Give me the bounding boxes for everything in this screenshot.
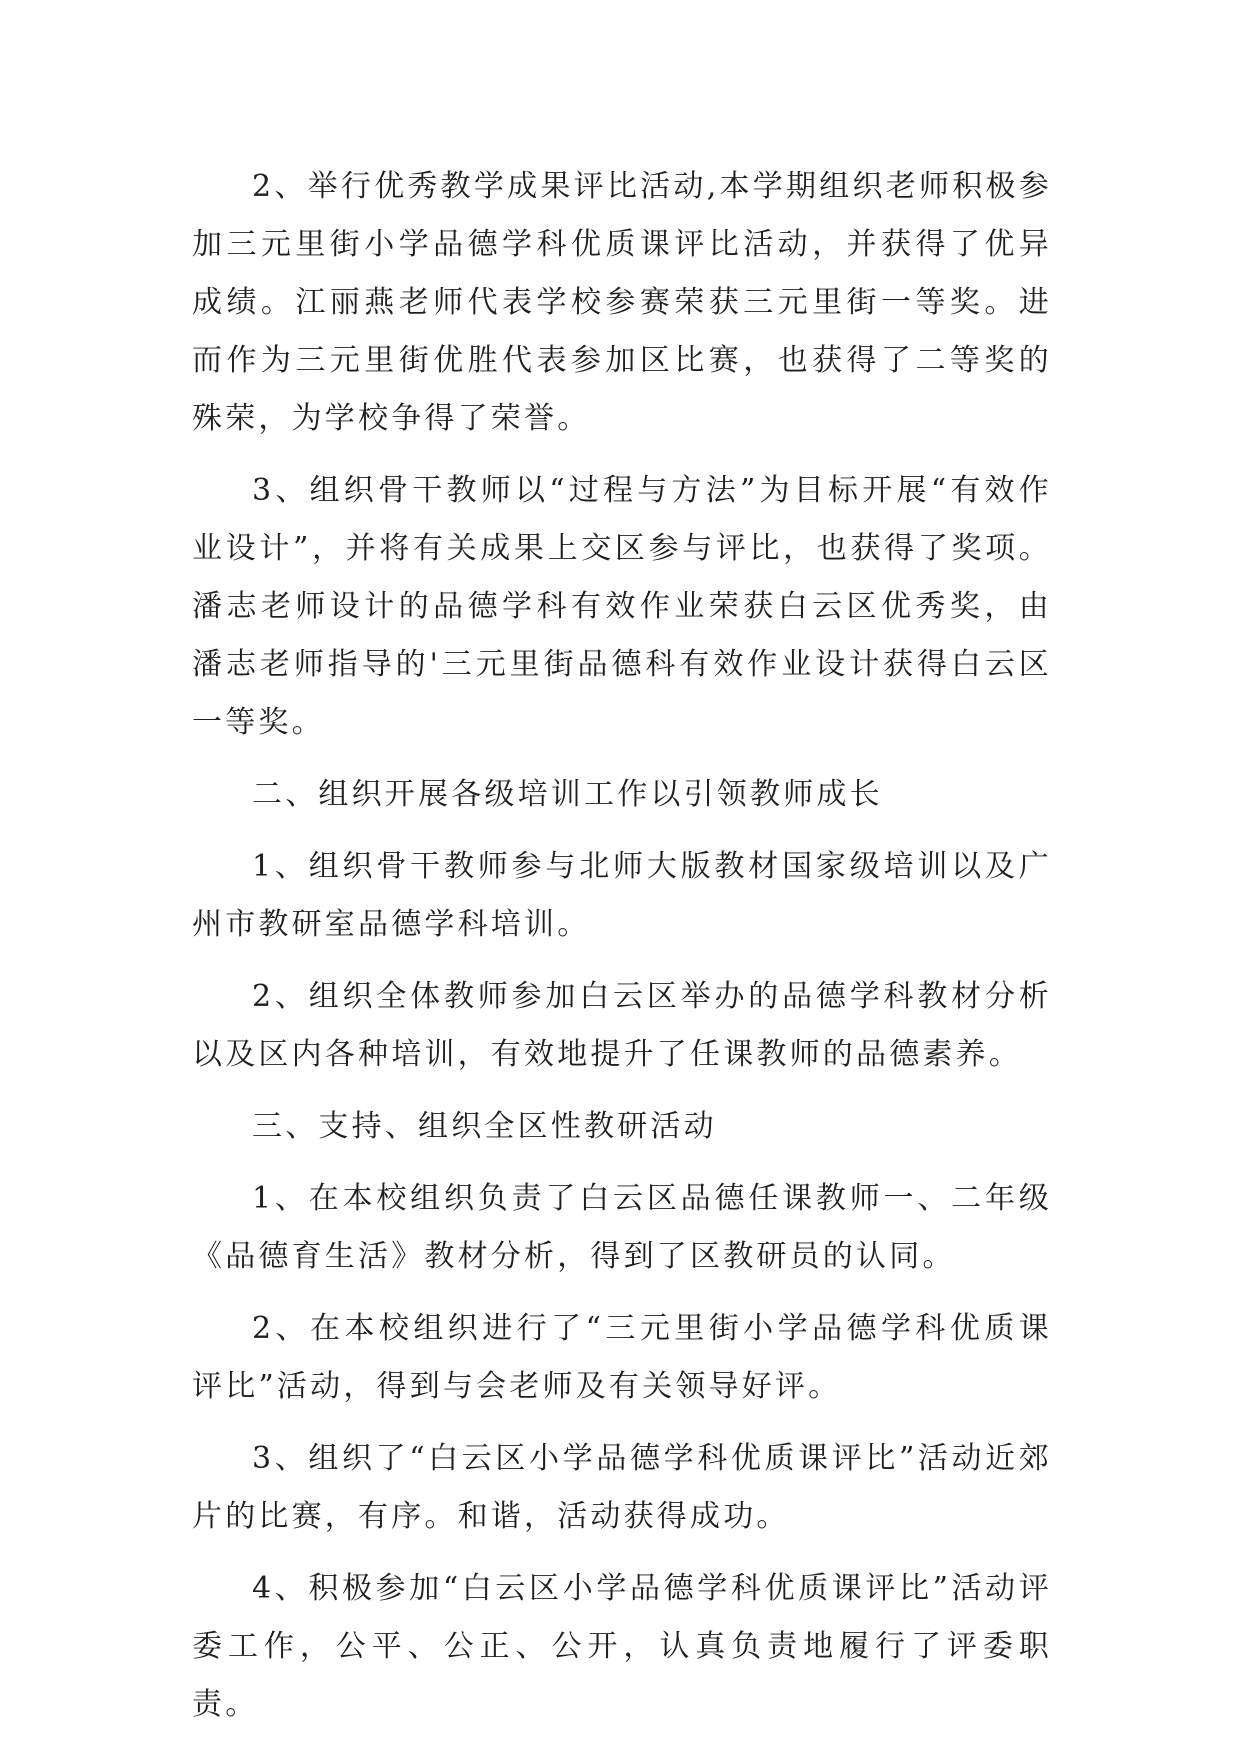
section-heading-research: 三、支持、组织全区性教研活动 xyxy=(252,1109,717,1144)
document-body xyxy=(192,158,1052,1748)
section-heading-training: 二、组织开展各级培训工作以引领教师成长 xyxy=(252,777,883,812)
paragraph-research-2: 2、在本校组织进行了“三元里街小学品德学科优质课评比”活动，得到与会老师及有关领导好评。 xyxy=(192,1311,1052,1404)
paragraph-award-evaluation: 2、举行优秀教学成果评比活动,本学期组织老师积极参加三元里街小学品德学科优质课评比活动，并获得了优异成绩。江丽燕老师代表学校参赛荣获三元里街一等奖。进而作为三元里街优胜代表参加区比赛，也获得了二等奖的殊荣，为学校争得了荣誉。 xyxy=(192,169,1052,436)
paragraph-research-1: 1、在本校组织负责了白云区品德任课教师一、二年级《品德育生活》教材分析，得到了区教研员的认同。 xyxy=(192,1181,1052,1274)
paragraph-homework-design: 3、组织骨干教师以“过程与方法”为目标开展“有效作业设计”，并将有关成果上交区参与评比，也获得了奖项。潘志老师设计的品德学科有效作业荣获白云区优秀奖，由潘志老师指导的'三元里街品德科有效作业设计获得白云区一等奖。 xyxy=(192,473,1052,740)
paragraph-training-2: 2、组织全体教师参加白云区举办的品德学科教材分析以及区内各种培训，有效地提升了任课教师的品德素养。 xyxy=(192,979,1052,1072)
paragraph-research-4: 4、积极参加“白云区小学品德学科优质课评比”活动评委工作，公平、公正、公开，认真负责地履行了评委职责。 xyxy=(192,1571,1052,1722)
paragraph-training-1: 1、组织骨干教师参与北师大版教材国家级培训以及广州市教研室品德学科培训。 xyxy=(192,849,1052,942)
paragraph-research-3: 3、组织了“白云区小学品德学科优质课评比”活动近郊片的比赛，有序。和谐，活动获得成功。 xyxy=(192,1441,1052,1534)
